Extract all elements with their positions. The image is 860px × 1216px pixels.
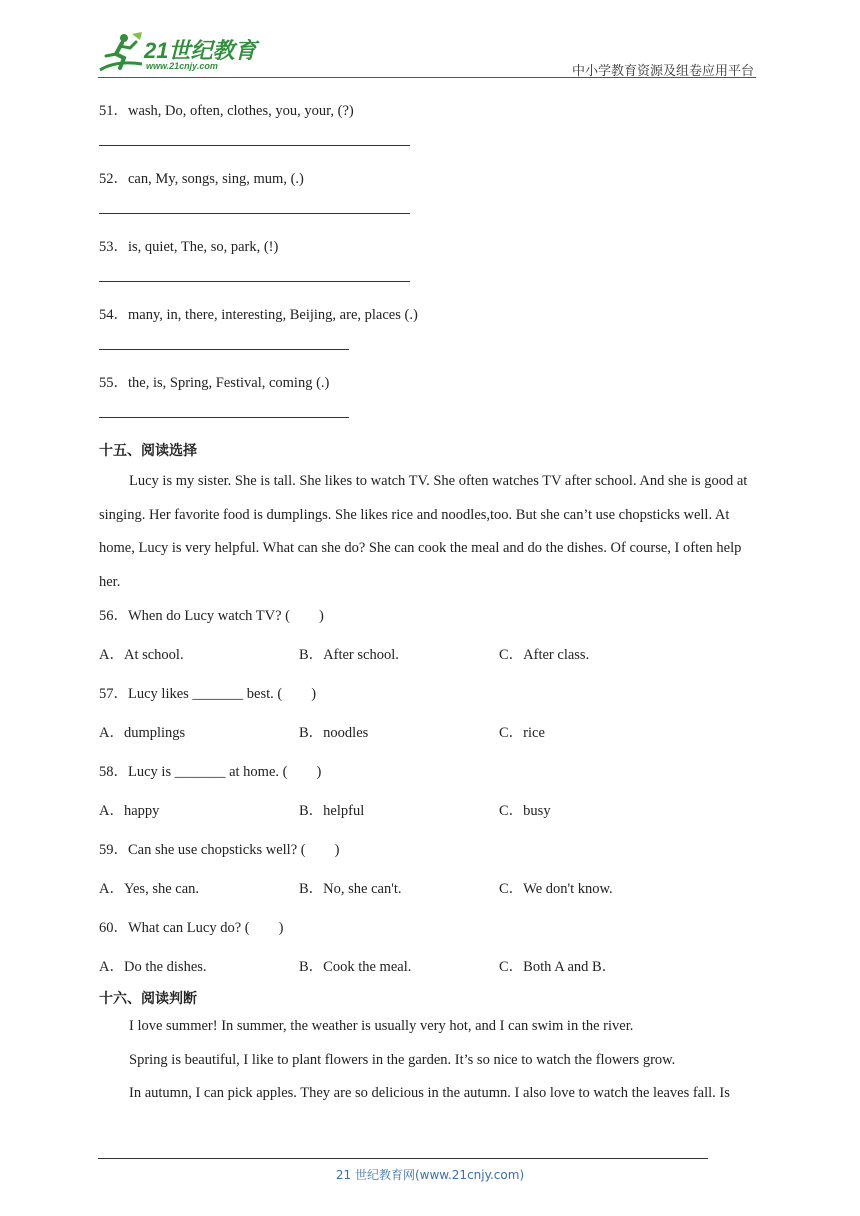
question-54: 54．many, in, there, interesting, Beijing, are, places (.) <box>99 307 418 323</box>
section-15-title: 十五、阅读选择 <box>99 443 197 459</box>
option-b[interactable]: B．After school. <box>299 647 399 663</box>
option-b[interactable]: B．Cook the meal. <box>299 959 412 975</box>
header-divider <box>98 77 756 78</box>
passage-line-1: I love summer! In summer, the weather is usually very hot, and I can swim in the river. <box>129 1018 634 1034</box>
option-c[interactable]: C．After class. <box>499 647 590 663</box>
option-b[interactable]: B．noodles <box>299 725 369 741</box>
option-c[interactable]: C．busy <box>499 803 551 819</box>
logo <box>96 30 266 78</box>
answer-line-53[interactable] <box>99 281 410 282</box>
options-59 <box>99 878 763 900</box>
option-a[interactable]: A．dumplings <box>99 725 186 741</box>
question-57: 57．Lucy likes _______ best. ( ) <box>99 686 317 702</box>
options-57 <box>99 722 763 744</box>
options-60 <box>99 956 763 978</box>
answer-line-51[interactable] <box>99 145 410 146</box>
option-c[interactable]: C．Both A and B． <box>499 959 617 975</box>
question-59: 59．Can she use chopsticks well? ( ) <box>99 842 340 858</box>
passage-line-3: In autumn, I can pick apples. They are so delicious in the autumn. I also love to watch the leaves fall. Is <box>129 1085 730 1101</box>
question-55: 55．the, is, Spring, Festival, coming (.) <box>99 375 330 391</box>
footer-text[interactable]: 21 世纪教育网(www.21cnjy.com) <box>335 1168 525 1182</box>
question-52: 52．can, My, songs, sing, mum, (.) <box>99 171 304 187</box>
section-16-title: 十六、阅读判断 <box>99 991 197 1007</box>
page-header <box>0 0 860 80</box>
question-53: 53．is, quiet, The, so, park, (!) <box>99 239 279 255</box>
option-c[interactable]: C．rice <box>499 725 545 741</box>
document-body <box>99 100 763 1111</box>
question-56: 56．When do Lucy watch TV? ( ) <box>99 608 324 624</box>
passage-line-2: Spring is beautiful, I like to plant flowers in the garden. It’s so nice to watch the flowers grow. <box>129 1051 676 1068</box>
option-a[interactable]: A．happy <box>99 803 160 819</box>
runner-logo-icon <box>96 30 146 74</box>
option-a[interactable]: A．Yes, she can. <box>99 881 200 897</box>
question-51: 51．wash, Do, often, clothes, you, your, (?) <box>99 103 354 119</box>
option-b[interactable]: B．No, she can't. <box>299 881 402 897</box>
header-platform-name: 中小学教育资源及组卷应用平台 <box>571 64 754 79</box>
option-b[interactable]: B．helpful <box>299 803 365 819</box>
answer-line-55[interactable] <box>99 417 349 418</box>
answer-line-54[interactable] <box>99 349 349 350</box>
footer-divider <box>98 1158 708 1159</box>
answer-line-52[interactable] <box>99 213 410 214</box>
question-58: 58．Lucy is _______ at home. ( ) <box>99 764 322 780</box>
option-c[interactable]: C．We don't know. <box>499 881 613 897</box>
reading-passage: Lucy is my sister. She is tall. She likes to watch TV. She often watches TV after school. And she is good at singing. Her favorite food is dumplings. She likes rice and noodles,too. But she can’t use chopsticks well. At home, Lucy is very helpful. What can she do? She can cook the meal and do the dishes. Of course, I often help her. <box>99 473 748 590</box>
options-58 <box>99 800 763 822</box>
option-a[interactable]: A．At school. <box>99 647 184 663</box>
options-56 <box>99 644 763 666</box>
logo-url: www.21cnjy.com <box>146 61 218 71</box>
question-60: 60．What can Lucy do? ( ) <box>99 920 284 936</box>
logo-text: 21世纪教育 <box>144 38 257 63</box>
option-a[interactable]: A．Do the dishes. <box>99 959 207 975</box>
